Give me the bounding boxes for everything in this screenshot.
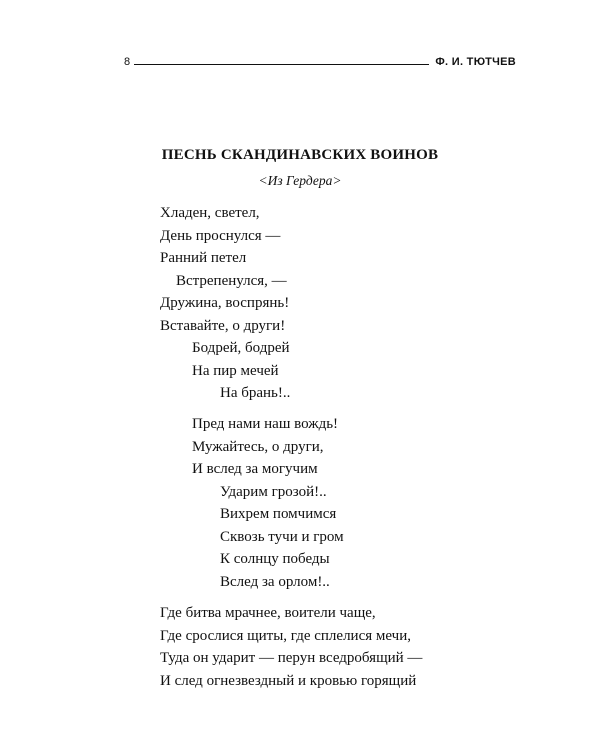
poem-subtitle: <Из Гердера> — [258, 173, 342, 188]
verse-line: И вслед за могучим — [192, 461, 318, 477]
verse-line: Сквозь тучи и гром — [220, 528, 344, 545]
poem-title: ПЕСНЬ СКАНДИНАВСКИХ ВОИНОВ — [161, 147, 439, 163]
verse-line: Вслед за орлом!.. — [220, 573, 330, 590]
verse-line: Пред нами наш вождь! — [192, 416, 339, 432]
stanza-3 — [160, 602, 422, 692]
running-author: Ф. И. ТЮТЧЕВ — [435, 56, 516, 68]
verse-line: Ударим грозой!.. — [220, 483, 327, 500]
verse-line: Бодрей, бодрей — [192, 340, 290, 356]
header-rule — [134, 64, 429, 65]
verse-line: Ранний петел — [160, 250, 247, 266]
verse-line: Встрепенулся, — — [176, 272, 287, 289]
verse-line: Вихрем помчимся — [220, 506, 337, 522]
stanza-1 — [160, 202, 290, 405]
verse-line: Дружина, воспрянь! — [160, 295, 290, 311]
verse-line: К солнцу победы — [220, 551, 330, 567]
verse-line: Где битва мрачнее, воители чаще, — [160, 605, 376, 621]
verse-line: На брань!.. — [220, 385, 291, 401]
verse-line: Мужайтесь, о други, — [192, 438, 324, 455]
verse-line: Туда он ударит — перун вседробящий — — [160, 650, 423, 666]
verse-line: Вставайте, о други! — [160, 317, 286, 334]
verse-line: И след огнезвездный и кровью горящий — [160, 672, 417, 689]
stanza-2 — [160, 413, 344, 593]
verse-line: Хладен, светел, — [160, 205, 260, 221]
verse-line: День проснулся — — [160, 227, 281, 244]
verse-line: Где срослися щиты, где сплелися мечи, — [160, 627, 411, 644]
verse-line: На пир мечей — [192, 362, 279, 379]
page-number: 8 — [124, 56, 131, 68]
running-header — [124, 50, 516, 68]
